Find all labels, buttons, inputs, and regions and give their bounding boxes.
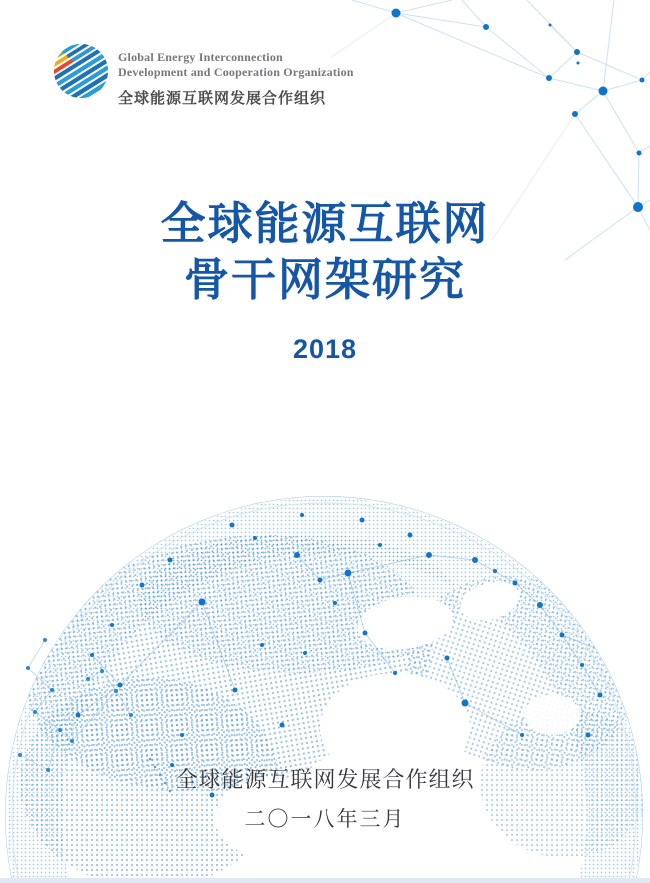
org-name-en-line2: Development and Cooperation Organization — [118, 65, 354, 79]
footer-organization: 全球能源互联网发展合作组织 — [175, 767, 475, 792]
footer-block — [0, 763, 650, 833]
constellation-lines — [330, 0, 650, 260]
network-constellation-graphic — [0, 0, 650, 260]
report-title-line2: 骨干网架研究 — [183, 254, 466, 305]
constellation-nodes — [392, 9, 645, 213]
org-name-zh: 全球能源互联网发展合作组织 — [118, 90, 327, 107]
report-year: 2018 — [292, 334, 358, 364]
bottom-accent-bar — [0, 878, 650, 883]
report-title-line1: 全球能源互联网 — [160, 198, 490, 249]
org-name-en-line1: Global Energy Interconnection — [118, 50, 283, 64]
footer-date: 二〇一八年三月 — [244, 808, 406, 831]
